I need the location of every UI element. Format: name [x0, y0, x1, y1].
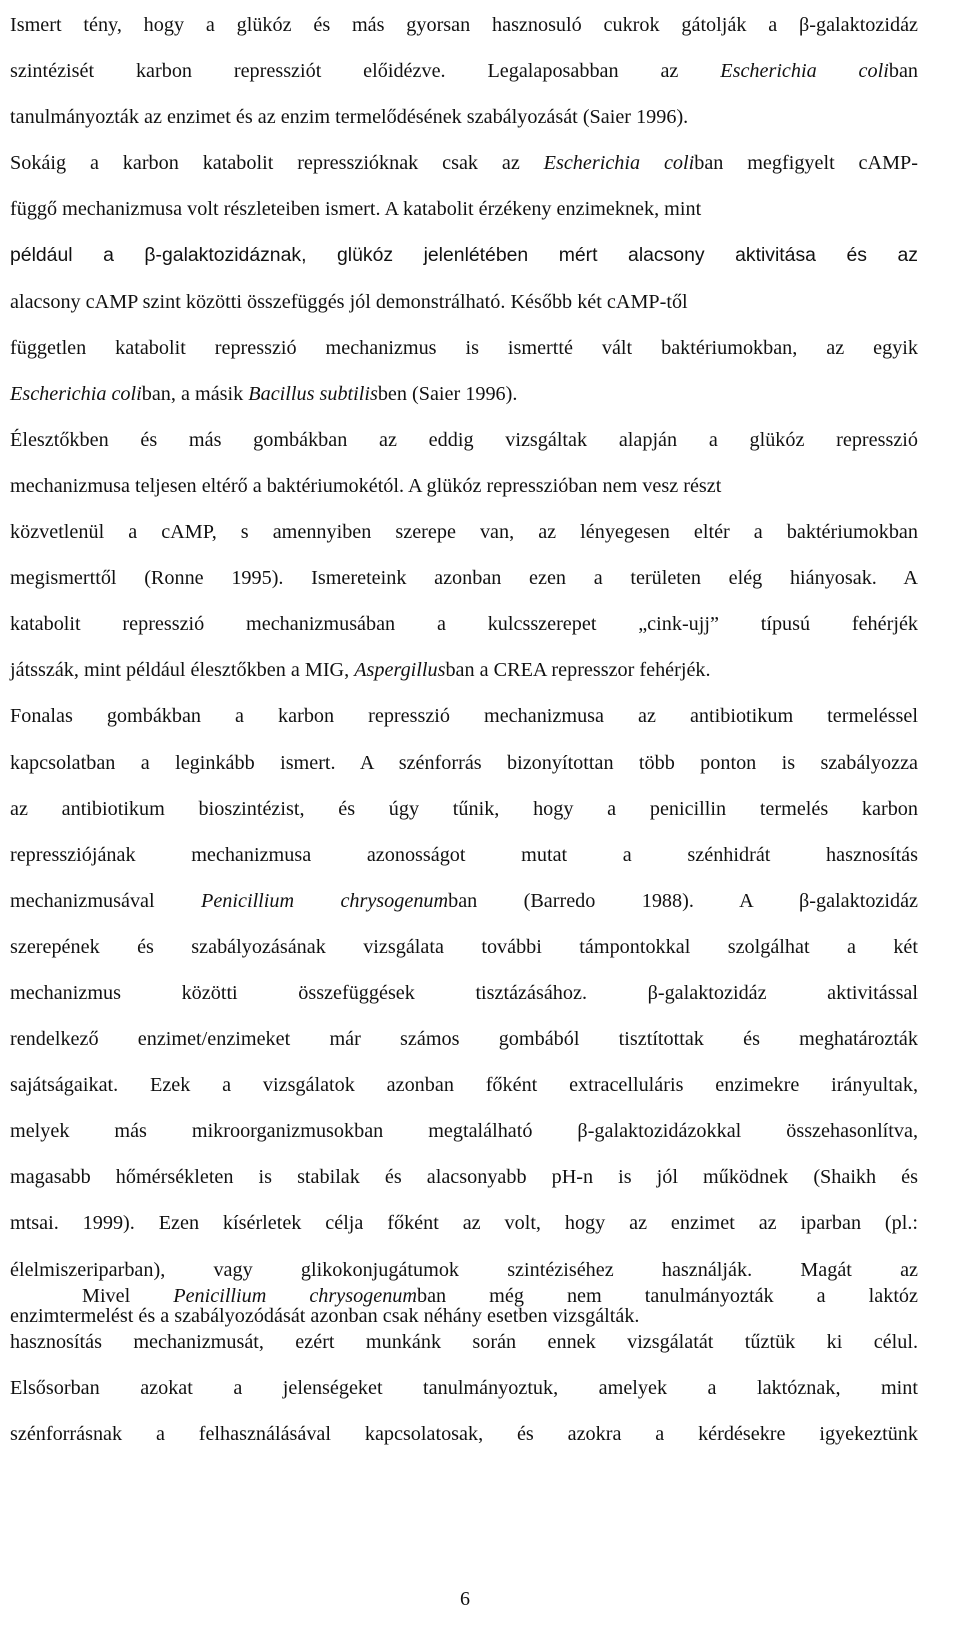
text-line: szerepének és szabályozásának vizsgálata további támpontokkal szolgálhat a két — [10, 935, 918, 958]
text-line: szénforrásnak a felhasználásával kapcsolatosak, és azokra a kérdésekre igyekeztünk — [10, 1423, 918, 1446]
text-line: Élesztőkben és más gombákban az eddig vizsgáltak alapján a glükóz represszió — [10, 428, 918, 451]
text-line: mechanizmusával Penicillium chrysogenumban (Barredo 1988). A β-galaktozidáz — [10, 889, 918, 912]
text-line: tanulmányozták az enzimet és az enzim termelődésének szabályozását (Saier 1996). — [10, 106, 689, 129]
text-line: repressziójának mechanizmusa azonosságot mutat a szénhidrát hasznosítás — [10, 843, 918, 866]
text-line: magasabb hőmérsékleten is stabilak és alacsonyabb pH-n is jól működnek (Shaikh és — [10, 1166, 918, 1189]
text-line: független katabolit represszió mechanizmus is ismertté vált baktériumokban, az egyik — [10, 336, 918, 359]
page-number: 6 — [460, 1588, 470, 1610]
text-line: sajátságaikat. Ezek a vizsgálatok azonban főként extracelluláris enzimekre irányultak, — [10, 1074, 918, 1097]
text-line: Fonalas gombákban a karbon represszió mechanizmusa az antibiotikum termeléssel — [10, 705, 918, 728]
text-line: élelmiszeriparban), vagy glikokonjugátumok szintéziséhez használják. Magát az — [10, 1258, 918, 1281]
text-line: megismerttől (Ronne 1995). Ismereteink azonban ezen a területen elég hiányosak. A — [10, 567, 918, 590]
text-line: függő mechanizmusa volt részleteiben ismert. A katabolit érzékeny enzimeknek, mint — [10, 198, 702, 221]
text-line: játsszák, mint például élesztőkben a MIG, Aspergillusban a CREA represszor fehérjék. — [10, 659, 711, 682]
text-line: Sokáig a karbon katabolit represszióknak csak az Escherichia coliban megfigyelt cAMP- — [10, 152, 918, 175]
text-line: közvetlenül a cAMP, s amennyiben szerepe van, az lényegesen eltér a baktériumokban — [10, 521, 918, 544]
document-page — [10, 0, 918, 1641]
text-line: az antibiotikum bioszintézist, és úgy tűnik, hogy a penicillin termelés karbon — [10, 797, 918, 820]
text-line: Escherichia coliban, a másik Bacillus subtilisben (Saier 1996). — [10, 382, 518, 405]
text-line: Mivel Penicillium chrysogenumban még nem tanulmányozták a laktóz — [82, 1285, 918, 1307]
text-line: Ismert tény, hogy a glükóz és más gyorsan hasznosuló cukrok gátolják a β-galaktozidáz — [10, 14, 918, 36]
text-line: mtsai. 1999). Ezen kísérletek célja főként az volt, hogy az enzimet az iparban (pl.: — [10, 1212, 918, 1235]
text-line: enzimtermelést és a szabályozódását azonban csak néhány esetben vizsgálták. — [10, 1304, 640, 1327]
text-line: rendelkező enzimet/enzimeket már számos gombából tisztítottak és meghatározták — [10, 1028, 918, 1051]
text-line: alacsony cAMP szint közötti összefüggés jól demonstrálható. Később két cAMP-től — [10, 290, 688, 313]
text-line: hasznosítás mechanizmusát, ezért munkánk során ennek vizsgálatát tűztük ki célul. — [10, 1331, 918, 1354]
text-line: Elsősorban azokat a jelenségeket tanulmányoztuk, amelyek a laktóznak, mint — [10, 1377, 918, 1400]
main-paragraph — [10, 2, 918, 1339]
text-line: melyek más mikroorganizmusokban megtalálható β-galaktozidázokkal összehasonlítva, — [10, 1120, 918, 1143]
second-paragraph — [10, 1273, 918, 1457]
text-line: például a β-galaktozidáznak, glükóz jelenlétében mért alacsony aktivitása és az — [10, 244, 918, 267]
text-line: kapcsolatban a leginkább ismert. A szénforrás bizonyítottan több ponton is szabályozza — [10, 751, 918, 774]
text-line: mechanizmusa teljesen eltérő a baktériumokétól. A glükóz represszióban nem vesz részt — [10, 474, 722, 497]
text-line: mechanizmus közötti összefüggések tisztázásához. β-galaktozidáz aktivitással — [10, 981, 918, 1004]
text-line: katabolit represszió mechanizmusában a kulcsszerepet „cink-ujj” típusú fehérjék — [10, 613, 918, 636]
text-line: szintézisét karbon repressziót előidézve. Legalaposabban az Escherichia coliban — [10, 60, 918, 83]
